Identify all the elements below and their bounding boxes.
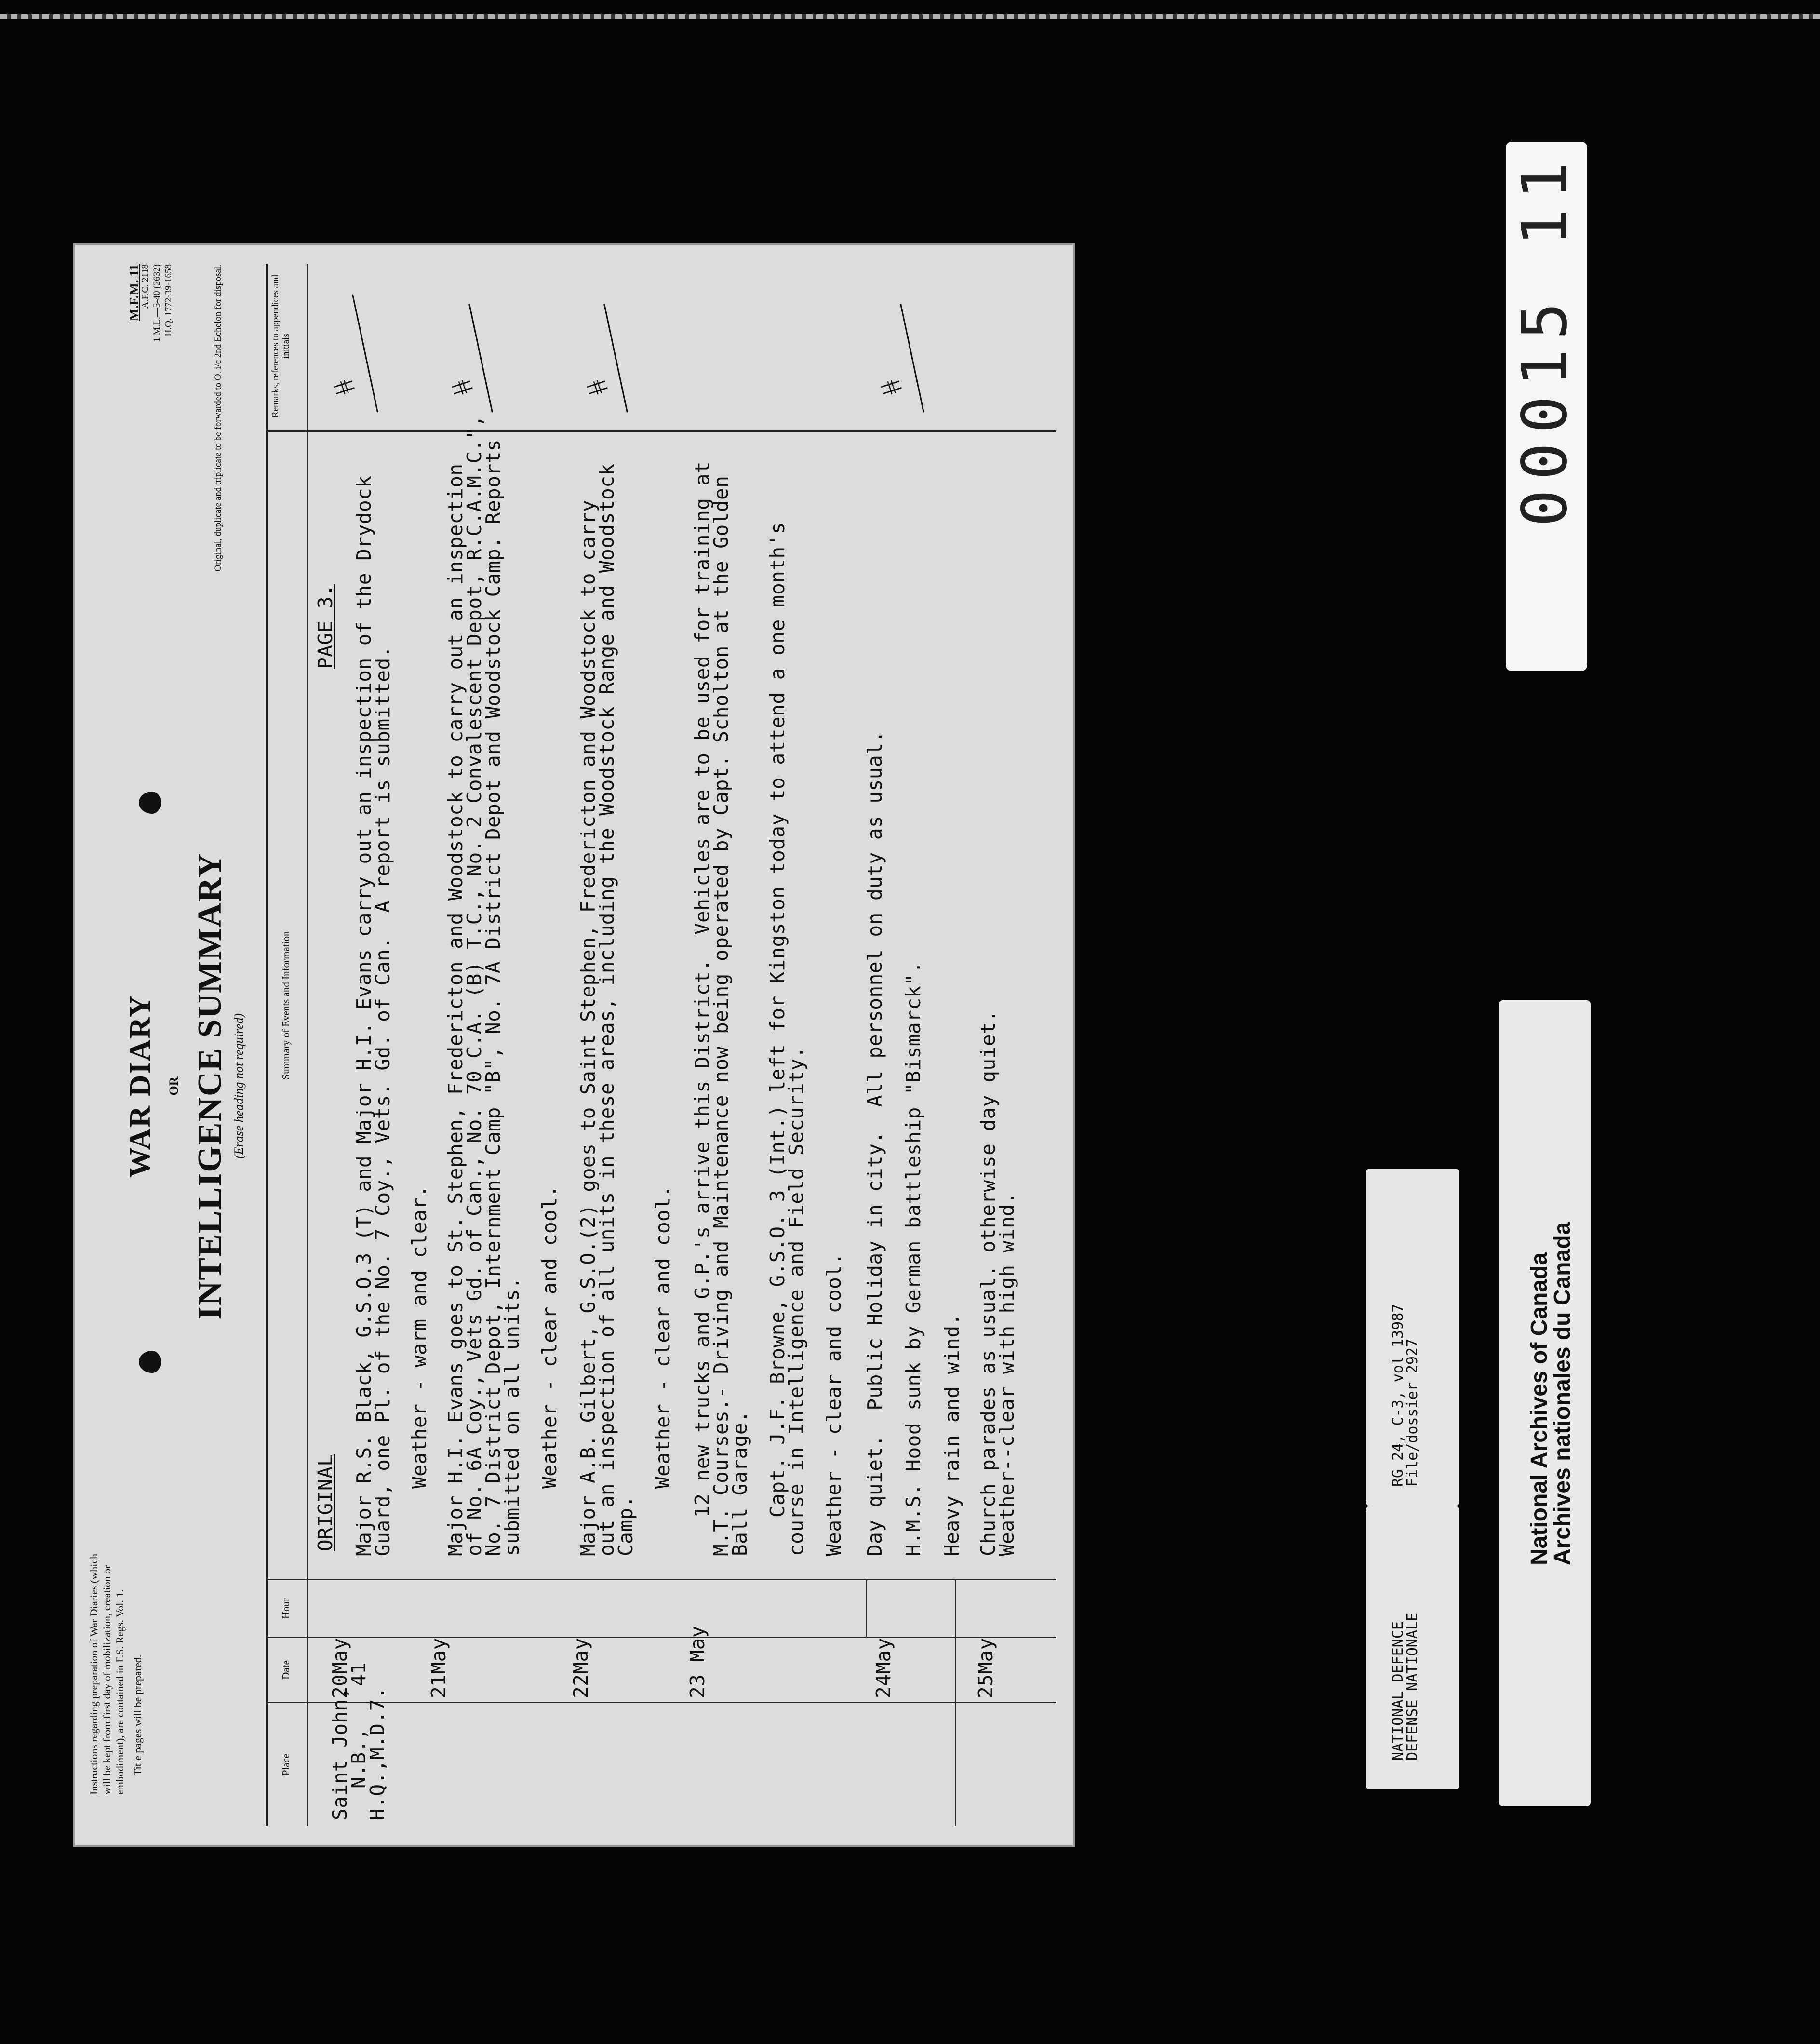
national-defence-slip xyxy=(1366,1506,1459,1789)
rg-line-1: RG 24, C-3, vol 13987 xyxy=(1390,1304,1406,1487)
signature-stroke xyxy=(468,304,493,413)
na-line-1: National Archives of Canada xyxy=(1526,1252,1552,1565)
date-20-year: 41 xyxy=(347,1662,370,1686)
date-divider-24-25 xyxy=(955,1579,956,1826)
frame-number-slip xyxy=(1506,142,1587,671)
ref-hq: H.Q. 1772-39-1658 xyxy=(163,264,174,336)
date-23-may: 23 May xyxy=(686,1625,709,1698)
place-line-3: H.Q.,M.D.7. xyxy=(366,1686,389,1820)
ref-line2: 1 M.L.—5-40 (2632) xyxy=(152,264,162,342)
record-group-label xyxy=(1391,1304,1420,1487)
instructions xyxy=(87,1544,144,1795)
entry-23-capt-line-1: Capt. J.F. Browne, G.S.O. 3 (Int.) left for Kingston today to attend a one month's xyxy=(766,522,789,1518)
forwarding-note: Original, duplicate and triplicate to be forwarded to O. i/c 2nd Echelon for disposal. xyxy=(213,264,223,572)
entry-21-line-4: submitted on all units. xyxy=(500,1277,523,1556)
national-archives-label xyxy=(1528,1222,1574,1565)
rg-line-2: File/dossier 2927 xyxy=(1404,1338,1421,1487)
entry-21-line-3: No. 7 District Depot, Internment Camp "B", No. 7A District Depot and Woodstock Camp. Reports xyxy=(482,439,505,1556)
entry-25-line-2: Weather--clear with high wind. xyxy=(995,1192,1018,1556)
header-rule-bottom xyxy=(307,264,308,1826)
entry-20-weather: Weather - warm and clear. xyxy=(408,1185,431,1489)
col-summary: Summary of Events and Information xyxy=(280,931,292,1080)
date-24-may: 24May xyxy=(872,1638,895,1698)
date-22-may: 22May xyxy=(569,1638,592,1698)
initials-signature-20: ǂǂ xyxy=(327,376,361,399)
date-21-may: 21May xyxy=(427,1638,450,1698)
signature-stroke xyxy=(352,294,378,412)
title-or: OR xyxy=(167,1076,181,1096)
entry-22-line-2: out an inspection of all units in these areas, including the Woodstock Range and Woodstock xyxy=(595,463,618,1556)
national-defence-label xyxy=(1391,1613,1420,1761)
hour-divider xyxy=(866,1579,867,1638)
initials-signature-22: ǂǂ xyxy=(580,376,615,399)
col-hour: Hour xyxy=(280,1598,292,1619)
nd-line-1: NATIONAL DEFENCE xyxy=(1390,1621,1406,1761)
date-20-may: 20May xyxy=(328,1638,351,1698)
page-number: PAGE 3. xyxy=(314,584,337,669)
entry-21-line-2: of No. 6A Coy., Vets Gd. of Can., No. 70 C.A. (B) T.C., No. 2 Convalescent Depot, R.C.A.M.C.", xyxy=(463,415,486,1556)
original-stamp: ORIGINAL xyxy=(314,1454,337,1551)
film-edge xyxy=(0,14,1820,19)
entry-23-weather: Weather - clear and cool. xyxy=(822,1252,845,1556)
entry-24-line-3: Heavy rain and wind. xyxy=(940,1313,964,1556)
record-group-slip xyxy=(1366,1169,1459,1506)
entry-23-capt-line-2: course in Intelligence and Field Security. xyxy=(785,1046,808,1556)
title-war-diary: WAR DIARY xyxy=(124,995,157,1178)
frame-number: 00015 11 xyxy=(1509,152,1581,527)
national-archives-slip xyxy=(1499,1000,1591,1806)
entry-24-line-2: H.M.S. Hood sunk by German battleship "Bismarck". xyxy=(902,961,925,1556)
entry-22-line-3: Camp. xyxy=(614,1495,637,1556)
col-rule-summary xyxy=(266,430,1056,432)
place-line-2: N.B., xyxy=(347,1728,370,1788)
title-intelligence-summary: INTELLIGENCE SUMMARY xyxy=(191,852,228,1320)
header-rule-top xyxy=(266,264,268,1826)
place-line-1: Saint John, xyxy=(328,1686,351,1820)
ref-mfm: M.F.M. 11 xyxy=(127,264,141,321)
entry-20-line-1: Major R.S. Black, G.S.O.3 (T) and Major H.I. Evans carry out an inspection of the Drydock xyxy=(352,475,375,1556)
col-place: Place xyxy=(280,1753,292,1776)
col-date: Date xyxy=(280,1660,292,1680)
col-rule-hour xyxy=(266,1579,1056,1580)
entry-20-line-2: Guard, one Pl. of the No. 7 Coy., Vets. Gd. of Can. A report is submitted. xyxy=(371,645,394,1556)
signature-stroke xyxy=(603,304,628,413)
entry-23-line-2: M.T. Courses.- Driving and Maintenance now being operated by Capt. Scholton at the Golden xyxy=(709,475,733,1556)
ref-afc: A.F.C. 2118 xyxy=(140,264,150,309)
entry-25-line-1: Church parades as usual. otherwise day quiet. xyxy=(977,1009,1000,1556)
entry-21-weather: Weather - clear and cool. xyxy=(538,1185,561,1489)
diamond-icon-right xyxy=(139,792,161,814)
entry-23-line-1: 12 new trucks and G.P.'s arrive this District. Vehicles are to be used for training at xyxy=(691,461,714,1518)
nd-line-2: DEFENSE NATIONALE xyxy=(1404,1612,1421,1761)
entry-23-line-3: Ball Garage. xyxy=(728,1410,751,1556)
title-erase-note: (Erase heading not required) xyxy=(232,1013,246,1159)
title-pages-note: Title pages will be prepared. xyxy=(132,1654,144,1775)
date-25-may: 25May xyxy=(974,1638,997,1698)
initials-signature-24: ǂǂ xyxy=(874,376,909,399)
instructions-text: Instructions regarding preparation of War Diaries (which will be kept from first day of mobilization, creation or embodiment), are contained in F.S. Regs. Vol. 1. xyxy=(88,1554,126,1795)
form-reference xyxy=(128,264,174,428)
entry-21-line-1: Major H.I. Evans goes to St. Stephen, Fredericton and Woodstock to carry out an inspection xyxy=(444,463,467,1556)
initials-signature-21: ǂǂ xyxy=(445,376,480,399)
entry-22-weather: Weather - clear and cool. xyxy=(651,1185,674,1489)
signature-stroke xyxy=(900,304,924,413)
entry-24-line-1: Day quiet. Public Holiday in city. All personnel on duty as usual. xyxy=(863,730,886,1556)
entry-22-line-1: Major A.B. Gilbert, G.S.O.(2) goes to Saint Stephen, Fredericton and Woodstock to carry xyxy=(576,499,600,1556)
na-line-2: Archives nationales du Canada xyxy=(1550,1222,1575,1565)
war-diary-form xyxy=(73,243,1075,1847)
col-remarks: Remarks, references to appendices and initials xyxy=(270,275,291,417)
col-rule-date xyxy=(266,1637,1056,1638)
